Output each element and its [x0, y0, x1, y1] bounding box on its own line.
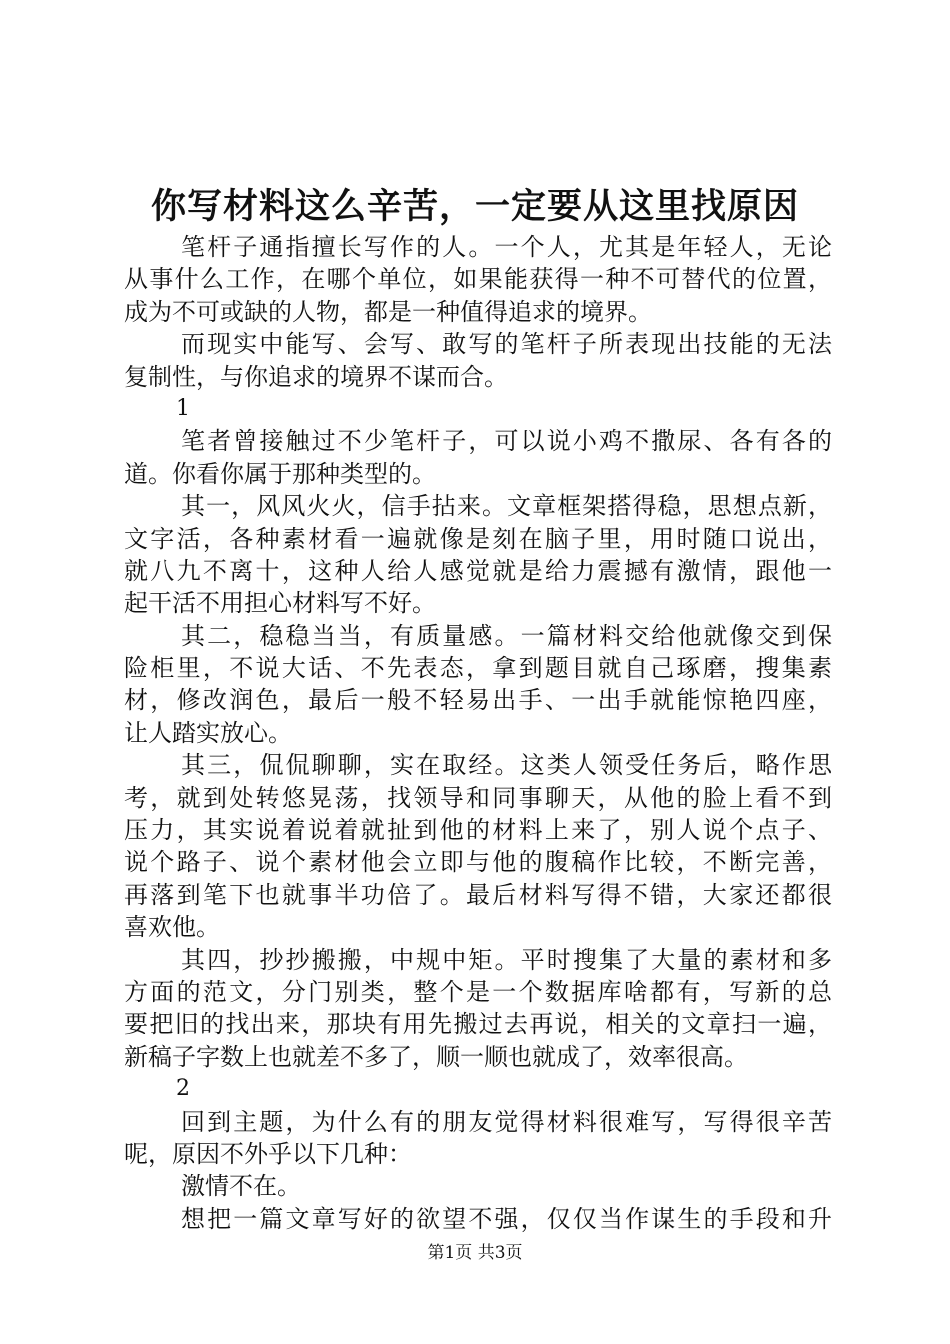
text-line: 险柜里，不说大话、不先表态，拿到题目就自己琢磨，搜集素 — [124, 654, 832, 683]
text-line: 其二，稳稳当当，有质量感。一篇材料交给他就像交到保 — [181, 621, 832, 650]
document-title: 你写材料这么辛苦，一定要从这里找原因 — [150, 187, 799, 227]
text-line: 其四，抄抄搬搬，中规中矩。平时搜集了大量的素材和多 — [181, 945, 832, 974]
text-line: 让人踏实放心。 — [124, 718, 292, 747]
text-line: 压力，其实说着说着就扯到他的材料上来了，别人说个点子、 — [124, 816, 832, 845]
text-line: 想把一篇文章写好的欲望不强，仅仅当作谋生的手段和升 — [181, 1204, 832, 1233]
text-line: 呢，原因不外乎以下几种： — [124, 1139, 412, 1168]
text-line: 其一，风风火火，信手拈来。文章框架搭得稳，思想点新， — [181, 492, 832, 521]
text-line: 道。你看你属于那种类型的。 — [124, 459, 436, 488]
text-line: 而现实中能写、会写、敢写的笔杆子所表现出技能的无法 — [181, 330, 832, 359]
text-line: 其三，侃侃聊聊，实在取经。这类人领受任务后，略作思 — [181, 751, 832, 780]
text-line: 再落到笔下也就事半功倍了。最后材料写得不错，大家还都很 — [124, 880, 832, 909]
text-line: 从事什么工作，在哪个单位，如果能获得一种不可替代的位置， — [124, 265, 832, 294]
text-line: 材，修改润色，最后一般不轻易出手、一出手就能惊艳四座， — [124, 686, 832, 715]
text-line: 就八九不离十，这种人给人感觉就是给力震撼有激情，跟他一 — [124, 556, 832, 585]
text-line: 笔杆子通指擅长写作的人。一个人，尤其是年轻人，无论 — [181, 233, 832, 261]
text-line: 复制性，与你追求的境界不谋而合。 — [124, 362, 508, 391]
text-line: 文字活，各种素材看一遍就像是刻在脑子里，用时随口说出， — [124, 524, 832, 553]
text-line: 要把旧的找出来，那块有用先搬过去再说，相关的文章扫一遍， — [124, 1010, 832, 1039]
text-line: 方面的范文，分门别类，整个是一个数据库啥都有，写新的总 — [124, 977, 832, 1006]
document-body — [124, 231, 832, 1235]
text-line: 笔者曾接触过不少笔杆子，可以说小鸡不撒尿、各有各的 — [181, 427, 832, 456]
text-line: 成为不可或缺的人物，都是一种值得追求的境界。 — [124, 297, 652, 326]
section-number: 1 — [176, 395, 190, 421]
section-number: 2 — [176, 1076, 190, 1102]
text-line: 喜欢他。 — [124, 913, 220, 942]
text-line: 考，就到处转悠晃荡，找领导和同事聊天，从他的脸上看不到 — [124, 783, 832, 812]
text-line: 说个路子、说个素材他会立即与他的腹稿作比较，不断完善， — [124, 848, 832, 877]
text-line: 起干活不用担心材料写不好。 — [124, 589, 436, 618]
text-line: 激情不在。 — [181, 1172, 301, 1201]
text-line: 回到主题，为什么有的朋友觉得材料很难写，写得很辛苦 — [181, 1107, 832, 1136]
page-footer: 第1页 共3页 — [427, 1243, 523, 1263]
text-line: 新稿子字数上也就差不多了，顺一顺也就成了，效率很高。 — [124, 1042, 748, 1071]
